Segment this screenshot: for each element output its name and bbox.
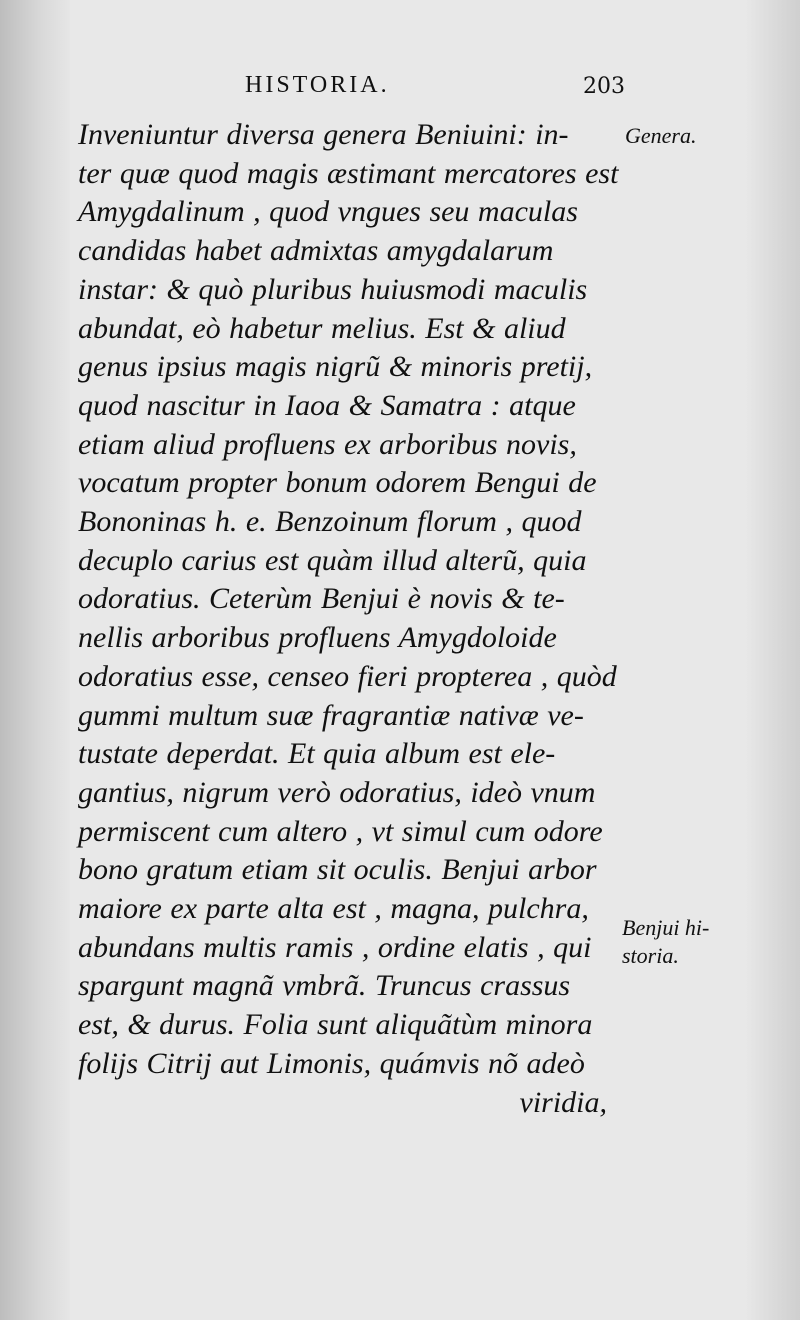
- text-line: etiam aliud profluens ex arboribus novis,: [78, 427, 577, 461]
- margin-note-genera: [625, 122, 696, 150]
- text-line: spargunt magnã vmbrã. Truncus crassus: [78, 969, 571, 1003]
- text-line: permiscent cum altero , vt simul cum odore: [78, 814, 603, 848]
- main-text-block: [78, 116, 623, 1122]
- text-line: gummi multum suæ fragrantiæ nativæ ve-: [78, 698, 584, 732]
- text-line: abundat, eò habetur melius. Est & aliud: [78, 311, 566, 345]
- text-line: maiore ex parte alta est , magna, pulchra,: [78, 892, 589, 926]
- running-head: HISTORIA.: [245, 72, 390, 98]
- text-line: Amygdalinum , quod vngues seu maculas: [78, 195, 578, 229]
- text-line: tustate deperdat. Et quia album est ele-: [78, 737, 556, 771]
- text-line: Inveniuntur diversa genera Beniuini: in-: [78, 118, 569, 151]
- text-line: Bononinas h. e. Benzoinum florum , quod: [78, 505, 582, 539]
- page-number: 203: [583, 74, 625, 99]
- margin-note-text: Genera.: [625, 123, 697, 148]
- text-line: gantius, nigrum verò odoratius, ideò vnum: [78, 775, 596, 809]
- text-line: folijs Citrij aut Limonis, quámvis nõ adeò: [78, 1046, 585, 1080]
- margin-note-benjui-historia: [622, 914, 709, 970]
- text-line: odoratius. Ceterùm Benjui è novis & te-: [78, 582, 565, 616]
- catchword: viridia,: [519, 1085, 607, 1119]
- text-line: vocatum propter bonum odorem Bengui de: [78, 466, 597, 500]
- text-line: ter quæ quod magis æstimant mercatores est: [78, 156, 619, 190]
- text-line: candidas habet admixtas amygdalarum: [78, 234, 554, 268]
- text-line: est, & durus. Folia sunt aliquãtùm minora: [78, 1008, 593, 1042]
- text-line: decuplo carius est quàm illud alterũ, quia: [78, 543, 587, 577]
- text-line: instar: & quò pluribus huiusmodi maculis: [78, 272, 588, 306]
- text-line: abundans multis ramis , ordine elatis , qui: [78, 930, 592, 964]
- text-line: bono gratum etiam sit oculis. Benjui arbor: [78, 853, 597, 887]
- text-line: genus ipsius magis nigrũ & minoris pretij,: [78, 350, 593, 384]
- text-line: quod nascitur in Iaoa & Samatra : atque: [78, 388, 576, 422]
- margin-note-text: storia.: [622, 943, 679, 968]
- text-line: nellis arboribus profluens Amygdoloide: [78, 621, 557, 655]
- margin-note-text: Benjui hi-: [622, 915, 710, 940]
- text-line: odoratius esse, censeo fieri propterea , quòd: [78, 659, 617, 693]
